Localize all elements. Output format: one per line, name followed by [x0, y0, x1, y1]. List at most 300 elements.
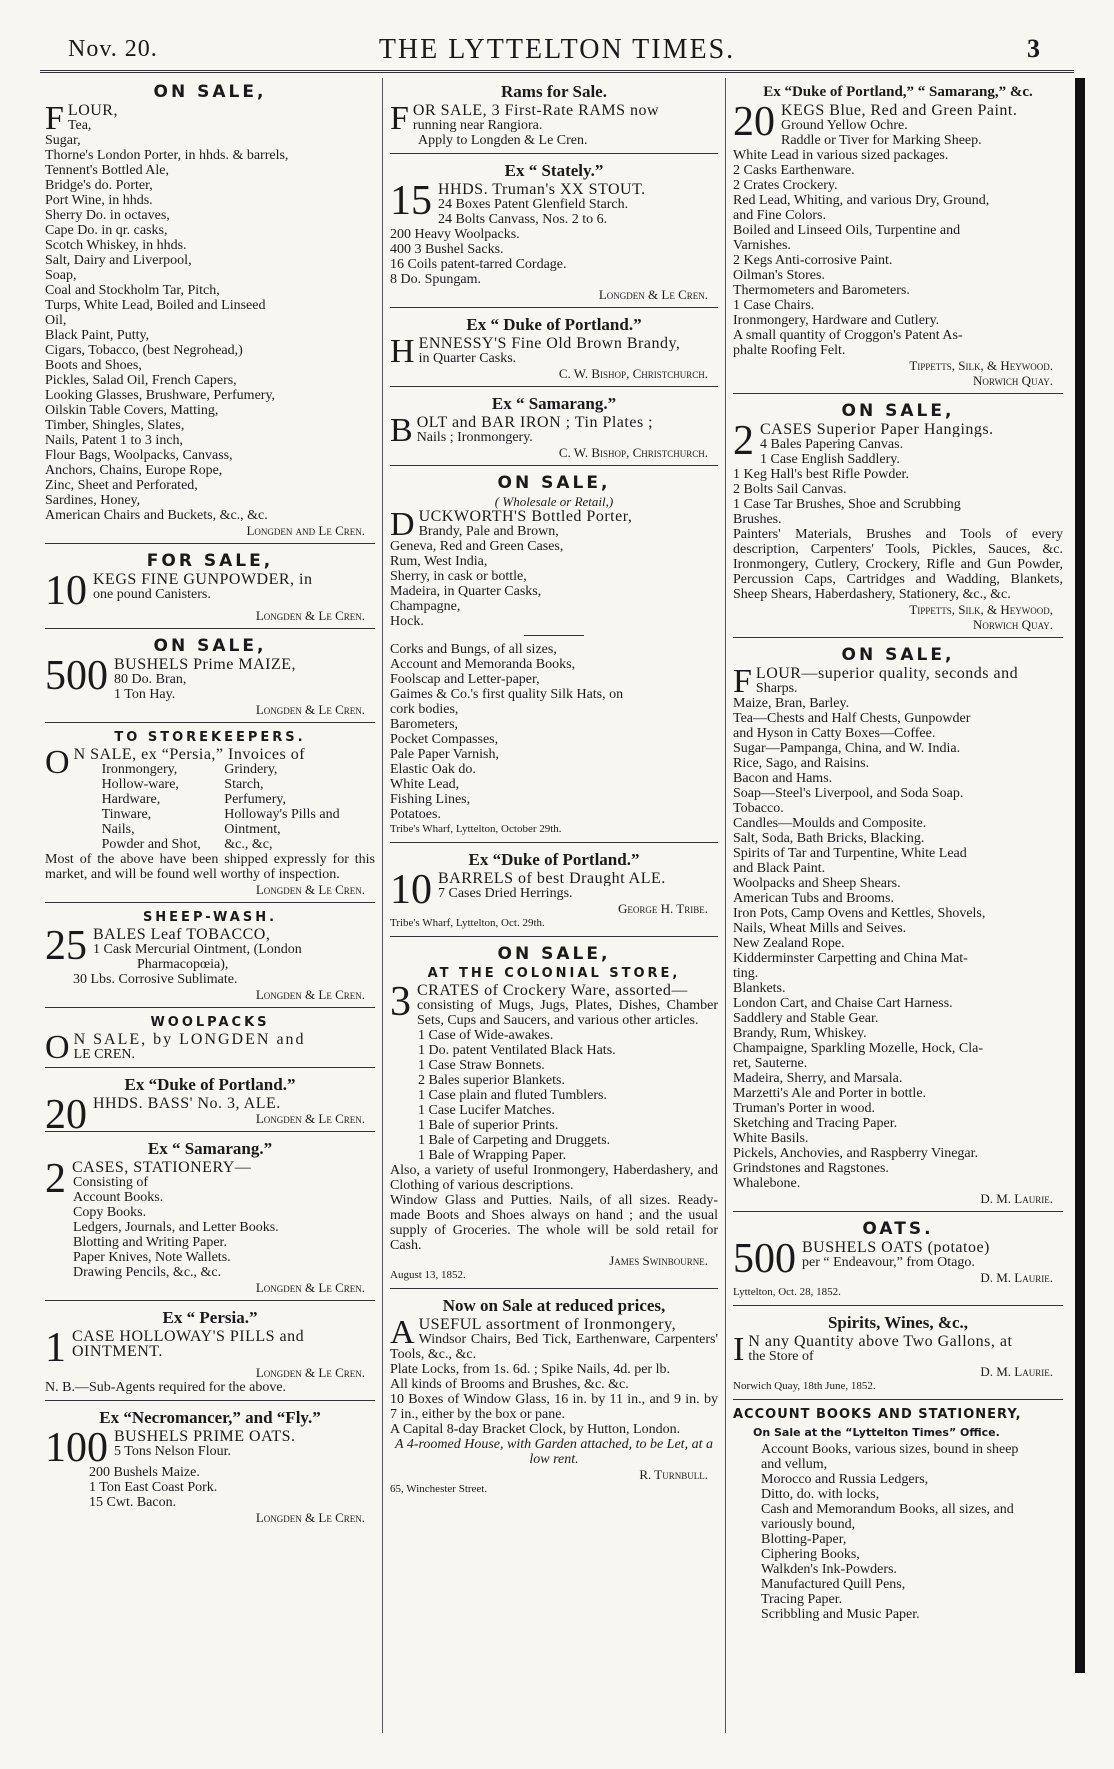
list-item: 1 Case of Wide-awakes. [418, 1028, 554, 1043]
ad-lead-line: HHDS. Truman's XX STOUT. [438, 182, 646, 197]
ad-reduced-prices [390, 1292, 718, 1502]
list-item: Starch, [224, 777, 264, 792]
list-item: Sketching and Tracing Paper. [733, 1116, 898, 1131]
list-item: Sardines, Honey, [45, 493, 141, 508]
ad-lead-line: N SALE, ex “Persia,” Invoices of [73, 747, 306, 762]
ad-subheading: ( Wholesale or Retail,) [494, 494, 614, 509]
ad-spirits [733, 1309, 1063, 1400]
list-item: Nails, [101, 822, 135, 837]
ad-heading: OATS. [862, 1219, 934, 1239]
list-item: 24 Bolts Canvass, Nos. 2 to 6. [438, 212, 608, 227]
list-item: Blotting-Paper, [761, 1532, 847, 1547]
item-list-right [224, 762, 375, 852]
list-item: 1 Case Tar Brushes, Shoe and Scrubbing [733, 497, 961, 512]
item-list [733, 133, 1063, 358]
list-item: 2 Crates Crockery. [733, 178, 838, 193]
drop-cap: D [390, 506, 415, 543]
ad-footer: Tribe's Wharf, Lyttelton, Oct. 29th. [390, 917, 545, 929]
list-item: Copy Books. [73, 1205, 147, 1220]
list-item: Brandy, Pale and Brown, [418, 524, 559, 539]
list-item: 1 Case English Saddlery. [760, 452, 900, 467]
ad-signature: Longden & Le Cren. [255, 987, 365, 1002]
ad-heading: Ex “Necromancer,” and “Fly.” [99, 1408, 321, 1427]
list-item: 2 Casks Earthenware. [733, 163, 855, 178]
list-item: cork bodies, [390, 702, 459, 717]
ad-note: N. B.—Sub-Agents required for the above. [45, 1380, 287, 1395]
ad-paragraph: Plate Locks, from 1s. 6d. ; Spike Nails, 4d. per lb. [390, 1362, 670, 1377]
list-item: Marzetti's Ale and Porter in bottle. [733, 1086, 927, 1101]
list-item: Blotting and Writing Paper. [73, 1235, 227, 1250]
ad-signature: Longden & Le Cren. [598, 287, 708, 302]
drop-number: 2 [45, 1156, 66, 1202]
ad-heading: Spirits, Wines, &c., [827, 1313, 969, 1332]
item-list [733, 1442, 1063, 1622]
list-item: 4 Bales Papering Canvas. [760, 437, 904, 452]
list-item: Pocket Compasses, [390, 732, 499, 747]
list-item: Barometers, [390, 717, 459, 732]
list-item: Tinware, [101, 807, 152, 822]
list-item: 2 Bolts Sail Canvas. [733, 482, 847, 497]
list-item: Red Lead, Whiting, and various Dry, Ground, [733, 193, 990, 208]
list-item: 1 Case plain and fluted Tumblers. [418, 1088, 607, 1103]
list-item: Rum, West India, [390, 554, 488, 569]
ad-heading: ON SALE, [497, 944, 611, 964]
list-item: Corks and Bungs, of all sizes, [390, 642, 557, 657]
list-item: Brushes. [733, 512, 782, 527]
list-item: &c., &c, [224, 837, 273, 852]
list-item: Salt, Dairy and Liverpool, [45, 253, 192, 268]
list-item: Bacon and Hams. [733, 771, 833, 786]
list-item: and vellum, [761, 1457, 828, 1472]
ad-line: in Quarter Casks. [418, 351, 517, 366]
ad-heading: ON SALE, [841, 645, 955, 665]
ad-bass-ale [45, 1071, 375, 1138]
list-item: Champagne, [390, 599, 461, 614]
item-list [390, 1028, 718, 1163]
list-item: Ciphering Books, [761, 1547, 860, 1562]
list-item: Sugar—Pampanga, China, and W. India. [733, 741, 961, 756]
list-item: London Cart, and Chaise Cart Harness. [733, 996, 953, 1011]
ad-footer: Tribe's Wharf, Lyttelton, October 29th. [390, 823, 562, 835]
list-item: Grindstones and Ragstones. [733, 1161, 889, 1176]
ad-maize [45, 632, 375, 723]
list-item: Cigars, Tobacco, (best Negrohead,) [45, 343, 243, 358]
list-item: 24 Boxes Patent Glenfield Starch. [438, 197, 629, 212]
ad-lead-line: KEGS Blue, Red and Green Paint. [781, 103, 1018, 118]
page-number: 3 [1027, 34, 1040, 63]
list-item: Soap—Steel's Liverpool, and Soda Soap. [733, 786, 964, 801]
list-item: Fishing Lines, [390, 792, 471, 807]
drop-number: 500 [45, 653, 108, 699]
list-item: Ledgers, Journals, and Letter Books. [73, 1220, 279, 1235]
ad-heading: ON SALE, [497, 473, 611, 493]
list-item: Tea, [67, 118, 92, 133]
list-item: Looking Glasses, Brushware, Perfumery, [45, 388, 276, 403]
ad-lead-line: HHDS. BASS' No. 3, ALE. [93, 1096, 281, 1111]
ad-signature: D. M. Laurie. [980, 1191, 1053, 1206]
list-item: Geneva, Red and Green Cases, [390, 539, 564, 554]
drop-number: 3 [390, 979, 411, 1025]
ad-lead-line: N any Quantity above Two Gallons, at [748, 1334, 1013, 1349]
list-item: Account and Memoranda Books, [390, 657, 576, 672]
page-edge-rule [1075, 78, 1085, 1673]
ad-paragraph: consisting of Mugs, Jugs, Plates, Dishes, Chamber Sets, Cups and Saucers, and various other articles. [417, 998, 718, 1028]
list-item: Hollow-ware, [101, 777, 179, 792]
list-item: 200 Heavy Woolpacks. [390, 227, 520, 242]
ad-signature-address: Norwich Quay. [973, 617, 1053, 632]
list-item: 1 Bale of Wrapping Paper. [418, 1148, 567, 1163]
column-1 [45, 78, 375, 1533]
list-item: Ointment, [224, 822, 281, 837]
drop-cap: O [45, 1029, 70, 1066]
ad-signature: James Swinbourne. [609, 1253, 708, 1268]
ad-line: Pharmacopœia), [137, 957, 229, 972]
ad-paragraph: A Capital 8-day Bracket Clock, by Hutton, London. [390, 1422, 681, 1437]
ad-lead-line: BALES Leaf TOBACCO, [93, 927, 271, 942]
list-item: Zinc, Sheet and Perforated, [45, 478, 198, 493]
ad-heading: Ex “ Duke of Portland.” [466, 315, 642, 334]
ad-heading: Ex “ Samarang.” [491, 394, 617, 413]
drop-number: 10 [390, 867, 432, 913]
list-item: Tea—Chests and Half Chests, Gunpowder [733, 711, 971, 726]
ad-lead-line: USEFUL assortment of Ironmongery, [418, 1317, 677, 1332]
list-item: Soap, [45, 268, 77, 283]
list-item: Coal and Stockholm Tar, Pitch, [45, 283, 220, 298]
list-item: Gaimes & Co.'s first quality Silk Hats, on [390, 687, 624, 702]
issue-date: Nov. 20. [68, 36, 158, 62]
drop-cap: F [45, 100, 64, 137]
list-item: Ditto, do. with locks, [761, 1487, 880, 1502]
list-item: Sherry Do. in octaves, [45, 208, 170, 223]
list-item: Paper Knives, Note Wallets. [73, 1250, 231, 1265]
ad-italic-note: A 4-roomed House, with Garden attached, to be Let, at a low rent. [395, 1437, 713, 1467]
drop-number: 100 [45, 1425, 108, 1471]
ad-subheading: AT THE COLONIAL STORE, [427, 966, 681, 981]
list-item: Powder and Shot, [101, 837, 201, 852]
ad-lead-line: BUSHELS PRIME OATS. [114, 1429, 296, 1444]
ad-rams [390, 78, 718, 154]
two-column-list [74, 762, 375, 852]
ad-stationery-cases [45, 1135, 375, 1301]
list-item: Whalebone. [733, 1176, 801, 1191]
ad-lead-line: BUSHELS OATS (potatoe) [802, 1240, 990, 1255]
ad-heading: Rams for Sale. [501, 82, 607, 101]
ad-paragraph: Window Glass and Putties. Nails, of all sizes. Ready-made Boots and Shoes always on hand ; and the usual supply of Groceries. The whole will be sold retail for Cash. [390, 1193, 718, 1253]
column-2 [390, 78, 718, 1505]
item-list [390, 642, 718, 822]
list-item: and Fine Colors. [733, 208, 826, 223]
ad-signature: Longden & Le Cren. [255, 608, 365, 623]
ad-account-books [733, 1403, 1063, 1627]
ad-footer: 65, Winchester Street. [390, 1483, 488, 1495]
drop-cap: B [390, 412, 413, 449]
ad-line: per “ Endeavour,” from Otago. [802, 1255, 975, 1270]
list-item: Hock. [390, 614, 424, 629]
list-item: Consisting of [73, 1175, 149, 1190]
ad-line: 7 Cases Dried Herrings. [438, 886, 573, 901]
ad-heading: Ex “ Stately.” [504, 161, 604, 180]
ad-gunpowder [45, 547, 375, 629]
ad-signature: Longden and Le Cren. [246, 523, 365, 538]
ad-heading: Ex “ Persia.” [162, 1308, 258, 1327]
ad-signature: Longden & Le Cren. [255, 882, 365, 897]
ad-line: 200 Bushels Maize. [89, 1465, 200, 1480]
column-rule [725, 78, 726, 1733]
ad-heading: ON SALE, [153, 82, 267, 102]
item-list [45, 118, 375, 523]
ad-lead-line: LOUR—superior quality, seconds and [755, 666, 1019, 681]
ad-bar-iron [390, 390, 718, 466]
masthead [40, 30, 1074, 73]
list-item: Salt, Soda, Bath Bricks, Blacking. [733, 831, 925, 846]
list-item: Potatoes. [390, 807, 441, 822]
list-item: Oilskin Table Covers, Matting, [45, 403, 219, 418]
list-item: Boots and Shoes, [45, 358, 142, 373]
ad-line: 1 Ton East Coast Pork. [89, 1480, 218, 1495]
ad-paragraph: Also, a variety of useful Ironmongery, Haberdashery, and Clothing of various descriptions. [390, 1163, 718, 1193]
column-3 [733, 78, 1063, 1630]
ad-line: Apply to Longden & Le Cren. [418, 133, 588, 148]
ad-heading: WOOLPACKS [150, 1015, 270, 1030]
drop-cap: F [733, 663, 752, 700]
ad-line: 15 Cwt. Bacon. [89, 1495, 177, 1510]
drop-number: 25 [45, 923, 87, 969]
list-item: Saddlery and Stable Gear. [733, 1011, 879, 1026]
list-item: Nails, Wheat Mills and Seives. [733, 921, 907, 936]
list-item: Elastic Oak do. [390, 762, 476, 777]
item-list [390, 524, 718, 629]
list-item: Account Books, various sizes, bound in sheep [761, 1442, 1019, 1457]
list-item: 1 Case Lucifer Matches. [418, 1103, 555, 1118]
list-item: Nails, Patent 1 to 3 inch, [45, 433, 184, 448]
ad-signature: C. W. Bishop, Christchurch. [558, 445, 708, 460]
ad-signature: D. M. Laurie. [980, 1270, 1053, 1285]
list-item: Morocco and Russia Ledgers, [761, 1472, 929, 1487]
list-item: 400 3 Bushel Sacks. [390, 242, 504, 257]
list-item: Turps, White Lead, Boiled and Linseed [45, 298, 266, 313]
ad-subheading: On Sale at the “Lyttelton Times” Office. [753, 1426, 1000, 1439]
list-item: 1 Bale of superior Prints. [418, 1118, 559, 1133]
ad-lead-line: OR SALE, 3 First-Rate RAMS now [412, 103, 660, 118]
list-item: Brandy, Rum, Whiskey. [733, 1026, 867, 1041]
list-item: A small quantity of Croggon's Patent As- [733, 328, 963, 343]
ad-lead-line: CRATES of Crockery Ware, assorted— [417, 983, 688, 998]
list-item: Ironmongery, [101, 762, 178, 777]
ad-oats-potatoe [733, 1215, 1063, 1306]
list-item: Thorne's London Porter, in hhds. & barrels, [45, 148, 289, 163]
list-item: 8 Do. Spungam. [390, 272, 481, 287]
item-list [390, 197, 718, 287]
list-item: Truman's Porter in wood. [733, 1101, 876, 1116]
ad-signature: R. Turnbull. [639, 1467, 708, 1482]
ad-signature: Longden & Le Cren. [255, 1365, 365, 1380]
list-item: Cape Do. in qr. casks, [45, 223, 168, 238]
ad-lead-line: CASE HOLLOWAY'S PILLS and [72, 1329, 305, 1344]
ad-signature: C. W. Bishop, Christchurch. [558, 366, 708, 381]
ad-lead-line: OLT and BAR IRON ; Tin Plates ; [416, 415, 654, 430]
ad-signature-address: Norwich Quay. [973, 373, 1053, 388]
ad-line: the Store of [748, 1349, 814, 1364]
list-item: Tobacco. [733, 801, 784, 816]
list-item: Account Books. [73, 1190, 164, 1205]
ad-stout [390, 157, 718, 308]
ad-paints [733, 78, 1063, 394]
list-item: Iron Pots, Camp Ovens and Kettles, Shovels, [733, 906, 986, 921]
ad-draught-ale [390, 846, 718, 937]
ad-paragraph: All kinds of Brooms and Brushes, &c. &c. [390, 1377, 629, 1392]
list-item: Holloway's Pills and [224, 807, 340, 822]
ad-heading: TO STOREKEEPERS. [114, 730, 306, 745]
ad-line: 1 Ton Hay. [114, 687, 176, 702]
ad-sheep-wash [45, 906, 375, 1008]
drop-number: 1 [45, 1325, 66, 1371]
list-item: 1 Case Straw Bonnets. [418, 1058, 545, 1073]
list-item: Port Wine, in hhds. [45, 193, 153, 208]
list-item: Manufactured Quill Pens, [761, 1577, 906, 1592]
ad-woolpacks [45, 1011, 375, 1068]
list-item: White Basils. [733, 1131, 809, 1146]
list-item: Scribbling and Music Paper. [761, 1607, 920, 1622]
list-item: phalte Roofing Felt. [733, 343, 846, 358]
list-item: 2 Kegs Anti-corrosive Paint. [733, 253, 893, 268]
drop-number: 20 [733, 99, 775, 145]
list-item: Sherry, in cask or bottle, [390, 569, 527, 584]
list-item: American Chairs and Buckets, &c., &c. [45, 508, 268, 523]
item-list [733, 437, 1063, 527]
item-list-left [74, 762, 225, 852]
list-item: Champaigne, Sparkling Mozelle, Hock, Cla- [733, 1041, 983, 1056]
list-item: variously bound, [761, 1517, 856, 1532]
list-item: 2 Bales superior Blankets. [418, 1073, 565, 1088]
divider [524, 635, 584, 636]
list-item: Candles—Moulds and Composite. [733, 816, 927, 831]
list-item: Anchors, Chains, Europe Rope, [45, 463, 223, 478]
list-item: Flour Bags, Woolpacks, Canvass, [45, 448, 233, 463]
ad-footer: Norwich Quay, 18th June, 1852. [733, 1380, 876, 1392]
list-item: Oil, [45, 313, 67, 328]
list-item: Rice, Sago, and Raisins. [733, 756, 870, 771]
ad-line: LE CREN. [73, 1047, 136, 1062]
ad-paragraph: Most of the above have been shipped expressly for this market, and will be found well worthy of inspection. [45, 852, 375, 882]
list-item: Drawing Pencils, &c., &c. [73, 1265, 222, 1280]
list-item: Boiled and Linseed Oils, Turpentine and [733, 223, 961, 238]
ad-heading: SHEEP-WASH. [142, 910, 278, 925]
ad-lead-line: ENNESSY'S Fine Old Brown Brandy, [418, 336, 681, 351]
column-rule [382, 78, 383, 1733]
ad-flour-groceries [733, 641, 1063, 1212]
list-item: White Lead, [390, 777, 460, 792]
ad-heading: Ex “Duke of Portland,” “ Samarang,” &c. [763, 84, 1033, 100]
drop-cap: O [45, 744, 70, 781]
ad-line: 80 Do. Bran, [114, 672, 187, 687]
ad-lead-line: CASES Superior Paper Hangings. [760, 422, 994, 437]
list-item: Walkden's Ink-Powders. [761, 1562, 897, 1577]
ad-signature: Longden & Le Cren. [255, 1510, 365, 1525]
list-item: ting. [733, 966, 759, 981]
drop-number: 15 [390, 178, 432, 224]
ad-storekeepers [45, 726, 375, 903]
list-item: American Tubs and Brooms. [733, 891, 894, 906]
ad-duckworth [390, 469, 718, 843]
list-item: Raddle or Tiver for Marking Sheep. [781, 133, 982, 148]
ad-line: Ground Yellow Ochre. [781, 118, 908, 133]
ad-signature: Longden & Le Cren. [255, 1280, 365, 1295]
drop-cap: H [390, 333, 415, 370]
ad-line: 1 Cask Mercurial Ointment, (London [93, 942, 302, 957]
list-item: Perfumery, [224, 792, 286, 807]
list-item: Madeira, Sherry, and Marsala. [733, 1071, 903, 1086]
ad-colonial-store [390, 940, 718, 1289]
ad-signature: D. M. Laurie. [980, 1364, 1053, 1379]
drop-cap: A [390, 1314, 415, 1351]
list-item: Foolscap and Letter-paper, [390, 672, 540, 687]
list-item: and Hyson in Catty Boxes—Coffee. [733, 726, 936, 741]
ad-paper-hangings [733, 397, 1063, 638]
ad-lead-line: KEGS FINE GUNPOWDER, in [93, 572, 313, 587]
ad-signature: Longden & Le Cren. [255, 702, 365, 717]
list-item: Kidderminster Carpetting and China Mat- [733, 951, 968, 966]
list-item: 1 Case Chairs. [733, 298, 815, 313]
ad-line: one pound Canisters. [93, 587, 211, 602]
item-list [45, 1175, 375, 1280]
ad-lead-line: BARRELS of best Draught ALE. [438, 871, 666, 886]
list-item: ret, Sauterne. [733, 1056, 808, 1071]
list-item: Madeira, in Quarter Casks, [390, 584, 542, 599]
drop-cap: I [733, 1331, 745, 1368]
list-item: 1 Keg Hall's best Rifle Powder. [733, 467, 909, 482]
list-item: 1 Do. patent Ventilated Black Hats. [418, 1043, 616, 1058]
ad-heading: ON SALE, [841, 401, 955, 421]
ad-holloway [45, 1304, 375, 1401]
list-item: 16 Coils patent-tarred Cordage. [390, 257, 567, 272]
list-item: Sugar, [45, 133, 81, 148]
ad-heading: Now on Sale at reduced prices, [442, 1296, 666, 1315]
drop-cap: F [390, 100, 409, 137]
list-item: Woolpacks and Sheep Shears. [733, 876, 901, 891]
ad-lead-line: CASES, STATIONERY— [72, 1160, 252, 1175]
ad-footer: August 13, 1852. [390, 1269, 466, 1281]
ad-line: Sharps. [755, 681, 798, 696]
list-item: Tennent's Bottled Ale, [45, 163, 170, 178]
ad-paragraph: Windsor Chairs, Bed Tick, Earthenware, Carpenters' Tools, &c., &c. [390, 1332, 718, 1362]
ad-heading: Ex “ Samarang.” [147, 1139, 273, 1158]
ad-lead-line: LOUR, [67, 103, 118, 118]
ad-signature: Tippetts, Silk, & Heywood. [909, 358, 1053, 373]
list-item: Maize, Bran, Barley. [733, 696, 850, 711]
ad-line: 5 Tons Nelson Flour. [114, 1444, 231, 1459]
ad-on-sale-flour [45, 78, 375, 544]
ad-signature: Longden & Le Cren. [255, 1111, 365, 1126]
ad-lead-line: UCKWORTH'S Bottled Porter, [418, 509, 633, 524]
ad-heading: Ex “Duke of Portland.” [468, 850, 640, 869]
list-item: Pickels, Anchovies, and Raspberry Vinegar. [733, 1146, 979, 1161]
list-item: Tracing Paper. [761, 1592, 843, 1607]
list-item: 1 Bale of Carpeting and Druggets. [418, 1133, 611, 1148]
ad-lead-line: N SALE, by LONGDEN and [73, 1032, 306, 1047]
ad-signature: George H. Tribe. [618, 901, 708, 916]
list-item: Ironmongery, Hardware and Cutlery. [733, 313, 940, 328]
list-item: Grindery, [224, 762, 278, 777]
list-item: Hardware, [101, 792, 161, 807]
list-item: Blankets. [733, 981, 786, 996]
list-item: Pickles, Salad Oil, French Capers, [45, 373, 237, 388]
ad-line: OINTMENT. [72, 1344, 163, 1359]
ad-brandy [390, 311, 718, 387]
ad-heading: ACCOUNT BOOKS AND STATIONERY, [733, 1407, 1022, 1422]
ad-footer: Lyttelton, Oct. 28, 1852. [733, 1286, 841, 1298]
ad-heading: Ex “Duke of Portland.” [124, 1075, 296, 1094]
list-item: Scotch Whiskey, in hhds. [45, 238, 187, 253]
